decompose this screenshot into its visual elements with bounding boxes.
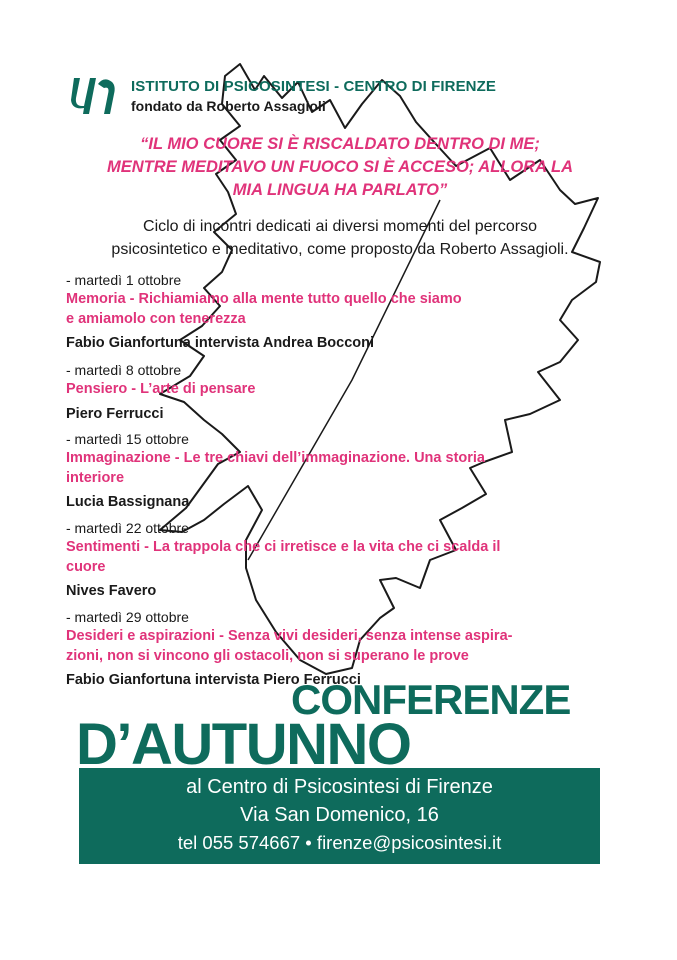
quote-line: “IL MIO CUORE SI È RISCALDATO DENTRO DI ME; <box>140 135 540 153</box>
event-speaker: Nives Favero <box>66 583 157 599</box>
event-speaker: Piero Ferrucci <box>66 405 164 422</box>
event-topic <box>66 449 626 488</box>
venue-address: Via San Domenico, 16 <box>240 804 439 826</box>
venue-contact: tel 055 574667 • firenze@psicosintesi.it <box>177 832 502 853</box>
quote <box>60 133 620 202</box>
event-topic-line: Immaginazione - Le tre chiavi dell’immaginazione. Una storia <box>66 450 485 466</box>
event-date: - martedì 1 ottobre <box>66 272 182 288</box>
event-1 <box>66 271 626 353</box>
event-date: - martedì 15 ottobre <box>66 431 189 447</box>
venue-info-box <box>79 768 600 864</box>
event-date: - martedì 29 ottobre <box>66 609 189 625</box>
institute-founder: fondato da Roberto Assagioli <box>131 98 326 114</box>
event-topic-line: interiore <box>66 469 125 486</box>
event-topic-line: e amiamolo con tenerezza <box>66 310 246 327</box>
event-2 <box>66 361 626 424</box>
event-4 <box>66 519 626 601</box>
quote-line: MENTRE MEDITAVO UN FUOCO SI È ACCESO; ALLORA LA <box>107 158 573 176</box>
intro-text <box>60 215 620 261</box>
event-date: - martedì 8 ottobre <box>66 362 182 378</box>
intro-line: Ciclo di incontri dedicati ai diversi momenti del percorso <box>143 218 537 235</box>
venue-name: al Centro di Psicosintesi di Firenze <box>186 776 493 798</box>
event-speaker: Fabio Gianfortuna intervista Piero Ferrucci <box>66 672 361 688</box>
event-topic <box>66 380 626 400</box>
event-speaker: Lucia Bassignana <box>66 494 190 510</box>
quote-line: MIA LINGUA HA PARLATO” <box>232 181 448 199</box>
institute-name: ISTITUTO DI PSICOSINTESI - CENTRO DI FIRENZE <box>131 78 496 95</box>
event-speaker: Fabio Gianfortuna intervista Andrea Bocconi <box>66 335 375 351</box>
event-topic <box>66 290 626 329</box>
title-autunno: D’AUTUNNO <box>76 712 411 777</box>
event-3 <box>66 430 626 512</box>
psicosintesi-logo-icon <box>70 74 116 118</box>
intro-line: psicosintetico e meditativo, come proposto da Roberto Assagioli. <box>111 241 569 258</box>
event-topic-line: Sentimenti - La trappola che ci irretisce e la vita che ci scalda il <box>66 539 501 555</box>
event-topic-line: cuore <box>66 558 106 575</box>
event-date: - martedì 22 ottobre <box>66 520 189 536</box>
event-topic-line: zioni, non si vincono gli ostacoli, non si superano le prove <box>66 647 469 664</box>
event-topic <box>66 538 626 577</box>
title-conferenze: CONFERENZE <box>291 676 571 723</box>
event-topic-line: Pensiero - L’arte di pensare <box>66 381 256 397</box>
event-topic-line: Desideri e aspirazioni - Senza vivi desideri, senza intense aspira- <box>66 628 513 644</box>
event-topic <box>66 627 626 666</box>
event-topic-line: Memoria - Richiamiamo alla mente tutto quello che siamo <box>66 291 462 307</box>
